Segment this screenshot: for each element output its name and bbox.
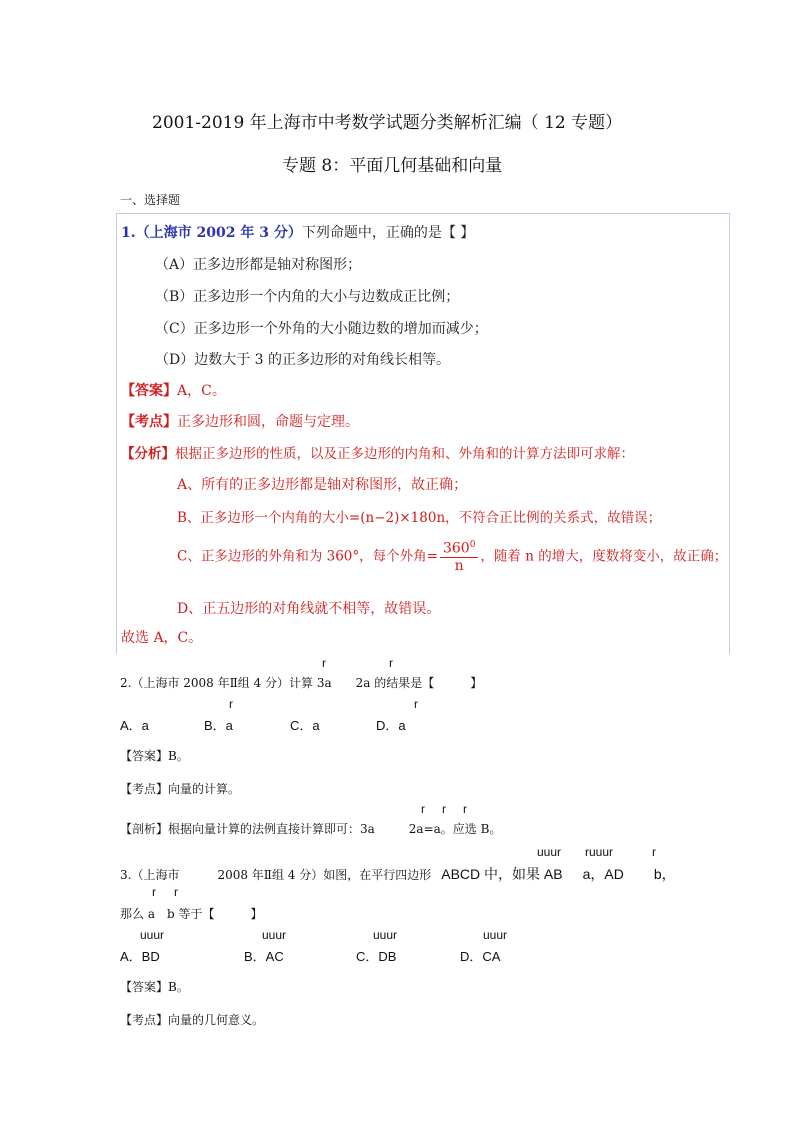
q2-option-b: B．a <box>204 718 233 733</box>
q1-stem: 下列命题中，正确的是【 】 <box>301 225 475 241</box>
document-title: 2001-2019 年上海市中考数学试题分类解析汇编（ 12 专题） <box>152 113 623 133</box>
q2-option-vector-mark: r <box>414 697 418 711</box>
q1-analysis-c <box>177 540 727 574</box>
q3-vector-mark: ruuur <box>585 845 614 859</box>
q3-stem-a-ad: a，AD <box>582 866 624 882</box>
q2-analysis-vector-mark: r <box>463 802 467 816</box>
q3-option-d: D．CA <box>460 949 501 964</box>
q3-stem-mid: 2008 年Ⅱ组 4 分）如图，在平行四边形 <box>217 868 432 882</box>
q3-stem <box>120 864 676 884</box>
question-1-image <box>116 213 730 654</box>
q2-stem <box>120 674 482 691</box>
q1-answer-tag: 【答案】 <box>121 383 177 399</box>
q3-option-vector-mark: uuur <box>262 928 287 942</box>
q2-option-a: A．a <box>120 718 149 733</box>
q1-answer <box>121 380 226 400</box>
q2-stem-end: 】 <box>470 676 483 690</box>
q3-line2-end: 】 <box>250 907 263 921</box>
topic-title: 专题 8：平面几何基础和向量 <box>282 156 503 176</box>
q2-option-c: C．a <box>290 718 320 733</box>
q3-option-vector-mark: uuur <box>373 928 398 942</box>
q3-point: 【考点】向量的几何意义。 <box>120 1013 265 1027</box>
q3-line2-vector-mark: r <box>152 885 156 899</box>
q2-vector-mark: r <box>322 656 326 670</box>
q2-analysis-pre: 【剖析】根据向量计算的法例直接计算即可：3a <box>120 822 375 836</box>
q1-option-a: （A）正多边形都是轴对称图形； <box>155 257 362 273</box>
q2-analysis-post: 2a=a。应选 B。 <box>408 822 502 836</box>
q1-source: （上海市 2002 年 3 分） <box>135 225 302 241</box>
q2-option-d: D．a <box>376 718 406 733</box>
q1-point-text: 正多边形和圆，命题与定理。 <box>177 414 359 430</box>
q1-analysis-b: B、正多边形一个内角的大小=(n−2)×180n，不符合正比例的关系式，故错误； <box>177 510 662 526</box>
q3-option-a: A．BD <box>120 949 160 964</box>
q1-conclusion: 故选 A，C。 <box>121 630 203 646</box>
q2-stem-pre: 2.（上海市 2008 年Ⅱ组 4 分）计算 3a <box>120 676 332 690</box>
q2-option-vector-mark: r <box>229 697 233 711</box>
q3-stem-abcd: ABCD 中，如果 AB <box>441 866 563 882</box>
q2-answer: 【答案】B。 <box>120 749 189 763</box>
q3-line2-pre: 那么 a <box>120 907 155 921</box>
q1-analysis-c-pre: C、正多边形的外角和为 360°，每个外角= <box>177 548 438 565</box>
q1-point-tag: 【考点】 <box>121 414 177 430</box>
q1-heading <box>121 222 474 242</box>
q1-option-d: （D）边数大于 3 的正多边形的对角线长相等。 <box>155 352 451 368</box>
q3-line2-vector-mark: r <box>174 885 178 899</box>
q2-point: 【考点】向量的计算。 <box>120 782 241 796</box>
q1-point <box>121 411 359 431</box>
q2-vector-mark: r <box>389 656 393 670</box>
q3-option-vector-mark: uuur <box>483 928 508 942</box>
q1-fraction-numerator: 360 <box>442 540 470 557</box>
q1-fraction <box>440 540 478 574</box>
q3-line2-post: b 等于【 <box>166 907 215 921</box>
q3-vector-mark: uuur <box>537 845 562 859</box>
q1-number: 1. <box>121 225 136 241</box>
q3-vector-mark: r <box>652 845 656 859</box>
q3-option-vector-mark: uuur <box>140 928 165 942</box>
q1-fraction-degree: 0 <box>469 540 476 550</box>
q1-analysis <box>121 442 634 462</box>
q1-analysis-text: 根据正多边形的性质，以及正多边形的内角和、外角和的计算方法即可求解： <box>175 446 634 462</box>
q1-answer-text: A，C。 <box>177 383 226 399</box>
section-heading: 一、选择题 <box>120 193 181 207</box>
q1-option-b: （B）正多边形一个内角的大小与边数成正比例； <box>155 289 460 305</box>
q2-analysis-vector-mark: r <box>442 802 446 816</box>
q3-stem-b: b， <box>653 866 676 882</box>
q2-stem-mid: 2a 的结果是【 <box>355 676 435 690</box>
q1-analysis-tag: 【分析】 <box>121 446 175 462</box>
q1-analysis-c-post: ，随着 n 的增大，度数将变小，故正确； <box>480 548 728 565</box>
q2-analysis-vector-mark: r <box>421 802 425 816</box>
q3-stem-pre: 3.（上海市 <box>120 868 180 882</box>
q3-line2 <box>120 905 263 922</box>
q2-analysis <box>120 820 501 837</box>
q1-option-c: （C）正多边形一个外角的大小随边数的增加而减少； <box>155 321 488 337</box>
q1-analysis-a: A、所有的正多边形都是轴对称图形，故正确； <box>177 477 468 493</box>
q3-option-b: B．AC <box>244 949 284 964</box>
q1-fraction-denominator: n <box>454 557 464 574</box>
q3-answer: 【答案】B。 <box>120 980 189 994</box>
q1-analysis-d: D、正五边形的对角线就不相等，故错误。 <box>177 601 441 617</box>
q3-option-c: C．DB <box>356 949 397 964</box>
